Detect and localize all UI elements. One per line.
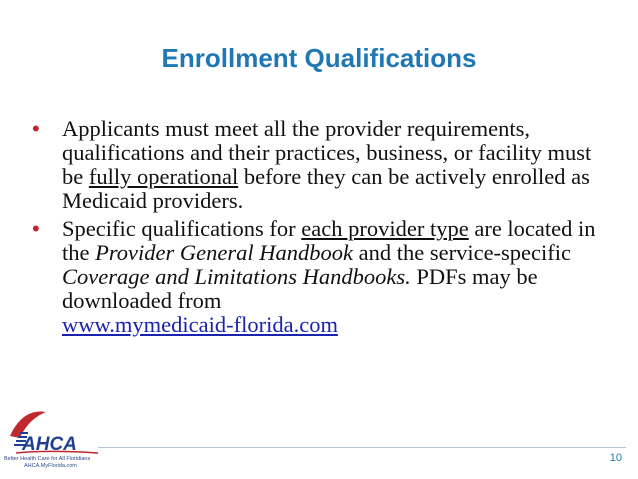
underlined-text: fully operational [88, 164, 239, 189]
bullet-text: Applicants must meet all the provider requirements, qualifications and their practices, business, or facility must be [62, 116, 592, 189]
underlined-text: each provider type [301, 216, 469, 241]
footer-divider [98, 447, 626, 448]
bullet-list [30, 117, 610, 341]
logo-tagline-line1: Better Health Care for All Floridians [4, 456, 91, 462]
handbook-title: Provider General Handbook [95, 240, 353, 265]
handbook-title: Coverage and Limitations Handbooks. [62, 264, 411, 289]
medicaid-website-link[interactable]: www.mymedicaid-florida.com [62, 312, 338, 337]
bullet-text: are located in the [62, 216, 596, 265]
logo-tagline [4, 456, 90, 470]
slide-title: Enrollment Qualifications [161, 43, 477, 73]
logo-tagline-line2: AHCA.MyFlorida.com [24, 463, 77, 469]
bullet-text: before they can be actively enrolled as Medicaid providers. [62, 164, 590, 213]
bullet-text: Specific qualifications for [62, 216, 302, 241]
bullet-item-2 [30, 217, 610, 337]
bullet-text: and the service-specific [353, 240, 572, 265]
bullet-item-1 [30, 117, 610, 213]
bullet-dot-icon: • [32, 216, 40, 241]
svg-text:AHCA: AHCA [22, 434, 77, 455]
page-number: 10 [609, 452, 622, 464]
bullet-dot-icon: • [32, 116, 40, 141]
bullet-text: PDFs may be downloaded from [62, 264, 538, 313]
